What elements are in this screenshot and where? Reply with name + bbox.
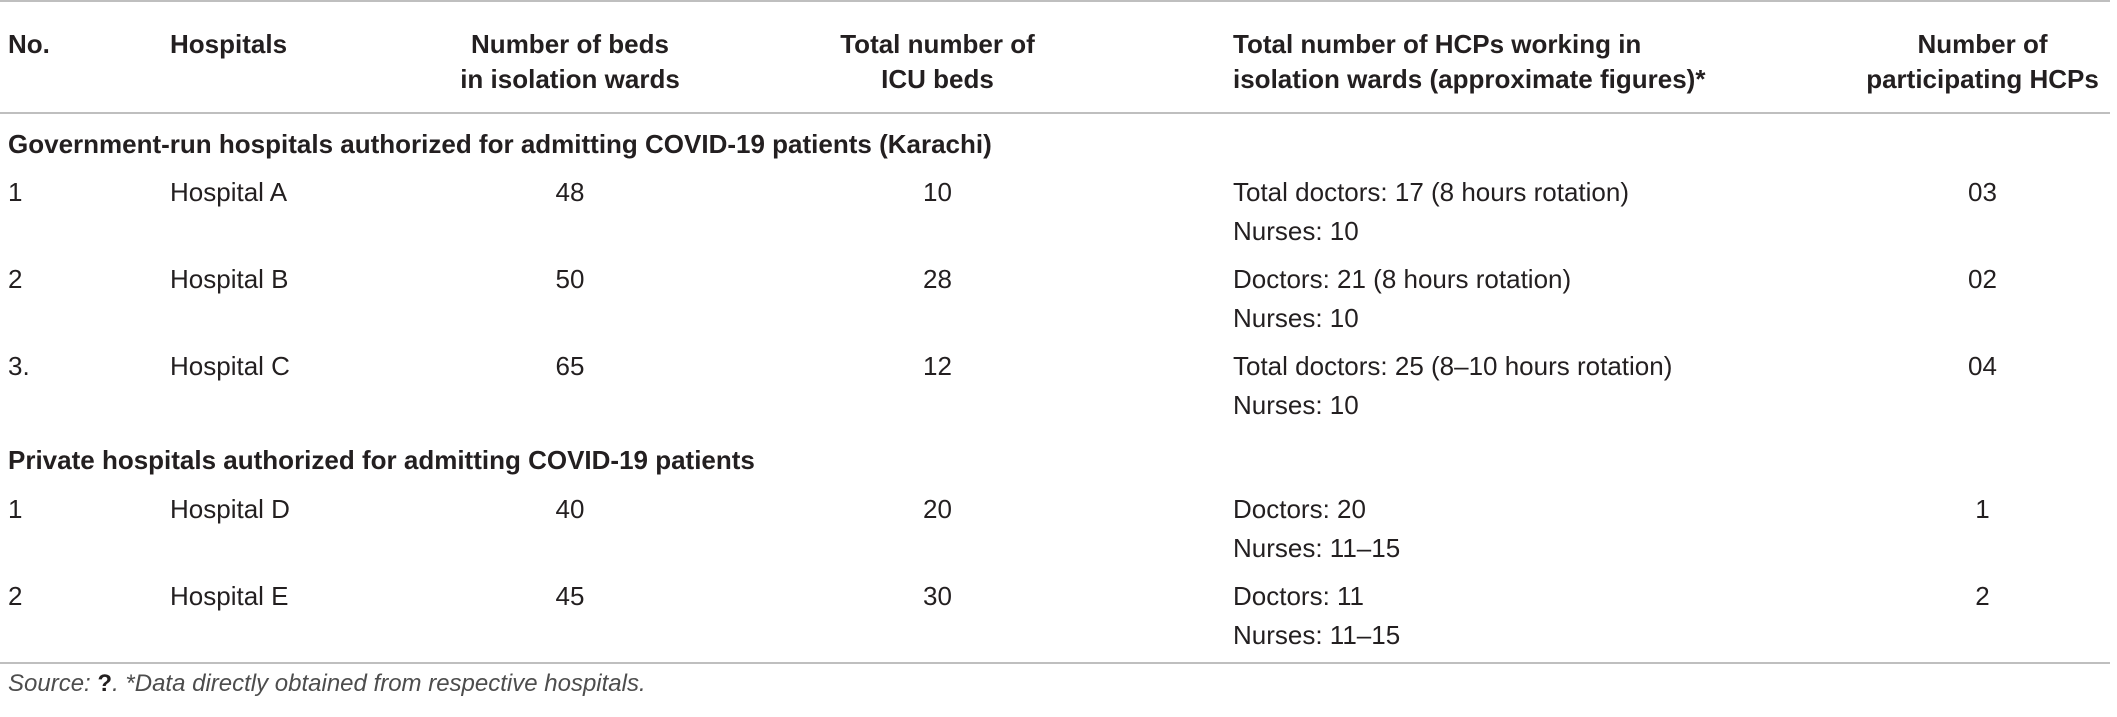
cell-no: 3.	[8, 351, 30, 381]
cell-beds: 40	[555, 494, 585, 524]
cell-hcps	[1125, 486, 1855, 573]
header-beds-line2: in isolation wards	[460, 64, 680, 94]
cell-beds: 65	[555, 351, 585, 381]
table-row	[0, 573, 2110, 663]
cell-hospital: Hospital B	[170, 264, 289, 294]
table-row	[0, 343, 2110, 430]
cell-participants: 02	[1968, 264, 1997, 294]
section-title: Private hospitals authorized for admitting COVID-19 patients	[8, 445, 755, 475]
cell-hcps-line2: Nurses: 11–15	[1233, 620, 1401, 650]
footnote-source-reference[interactable]: ?	[97, 670, 113, 697]
cell-participants: 1	[1975, 494, 1990, 524]
cell-hcps	[1125, 256, 1855, 343]
header-hcps	[1125, 1, 1855, 113]
cell-hcps-line1: Doctors: 21 (8 hours rotation)	[1233, 264, 1572, 294]
header-icu-line1: Total number of	[840, 29, 1035, 59]
header-participants	[1855, 1, 2110, 113]
header-hospitals: Hospitals	[170, 1, 390, 113]
cell-hcps-line1: Total doctors: 25 (8–10 hours rotation)	[1233, 351, 1673, 381]
section-row	[0, 113, 2110, 169]
header-no: No.	[0, 1, 170, 113]
cell-hcps	[1125, 343, 1855, 430]
cell-participants: 04	[1968, 351, 1997, 381]
section-title: Government-run hospitals authorized for admitting COVID-19 patients (Karachi)	[8, 128, 992, 159]
table-body	[0, 113, 2110, 663]
cell-icu: 28	[923, 264, 952, 294]
cell-no: 1	[8, 494, 23, 524]
cell-participants: 2	[1855, 573, 2110, 663]
cell-icu: 20	[923, 494, 952, 524]
cell-hospital: Hospital E	[170, 573, 390, 663]
section-row	[0, 430, 2110, 486]
cell-hcps	[1125, 573, 1855, 663]
cell-no: 1	[8, 177, 23, 207]
cell-hcps-line2: Nurses: 10	[1233, 303, 1359, 333]
cell-beds: 45	[390, 573, 750, 663]
cell-hcps-line1: Doctors: 11	[1233, 581, 1365, 611]
table-row	[0, 169, 2110, 256]
cell-icu: 12	[923, 351, 952, 381]
table-row	[0, 256, 2110, 343]
cell-hospital: Hospital A	[170, 177, 288, 207]
cell-hospital: Hospital D	[170, 494, 290, 524]
cell-beds: 50	[555, 264, 585, 294]
header-beds	[390, 1, 750, 113]
footnote-source-label: Source:	[8, 670, 91, 697]
cell-hcps-line2: Nurses: 10	[1233, 390, 1359, 420]
header-hcps-line1: Total number of HCPs working in	[1233, 29, 1642, 59]
cell-icu: 30	[750, 573, 1125, 663]
cell-icu: 10	[923, 177, 952, 207]
table-header	[0, 1, 2110, 113]
header-hcps-line2: isolation wards (approximate figures)*	[1233, 64, 1706, 94]
header-participants-line2: participating HCPs	[1866, 64, 2099, 94]
header-icu-line2: ICU beds	[881, 64, 994, 94]
cell-no: 2	[8, 264, 23, 294]
cell-hcps-line1: Total doctors: 17 (8 hours rotation)	[1233, 177, 1629, 207]
table-footnote	[8, 670, 646, 698]
table-row	[0, 486, 2110, 573]
header-icu	[750, 1, 1125, 113]
cell-beds: 48	[555, 177, 585, 207]
cell-hcps-line2: Nurses: 11–15	[1233, 533, 1401, 563]
cell-no: 2	[0, 573, 170, 663]
footnote-text: . *Data directly obtained from respective hospitals.	[112, 670, 646, 697]
cell-hospital: Hospital C	[170, 351, 290, 381]
cell-hcps-line1: Doctors: 20	[1233, 494, 1366, 524]
cell-hcps	[1125, 169, 1855, 256]
header-beds-line1: Number of beds	[471, 29, 669, 59]
cell-participants: 03	[1968, 177, 1997, 207]
header-participants-line1: Number of	[1917, 29, 2048, 59]
cell-hcps-line2: Nurses: 10	[1233, 216, 1359, 246]
